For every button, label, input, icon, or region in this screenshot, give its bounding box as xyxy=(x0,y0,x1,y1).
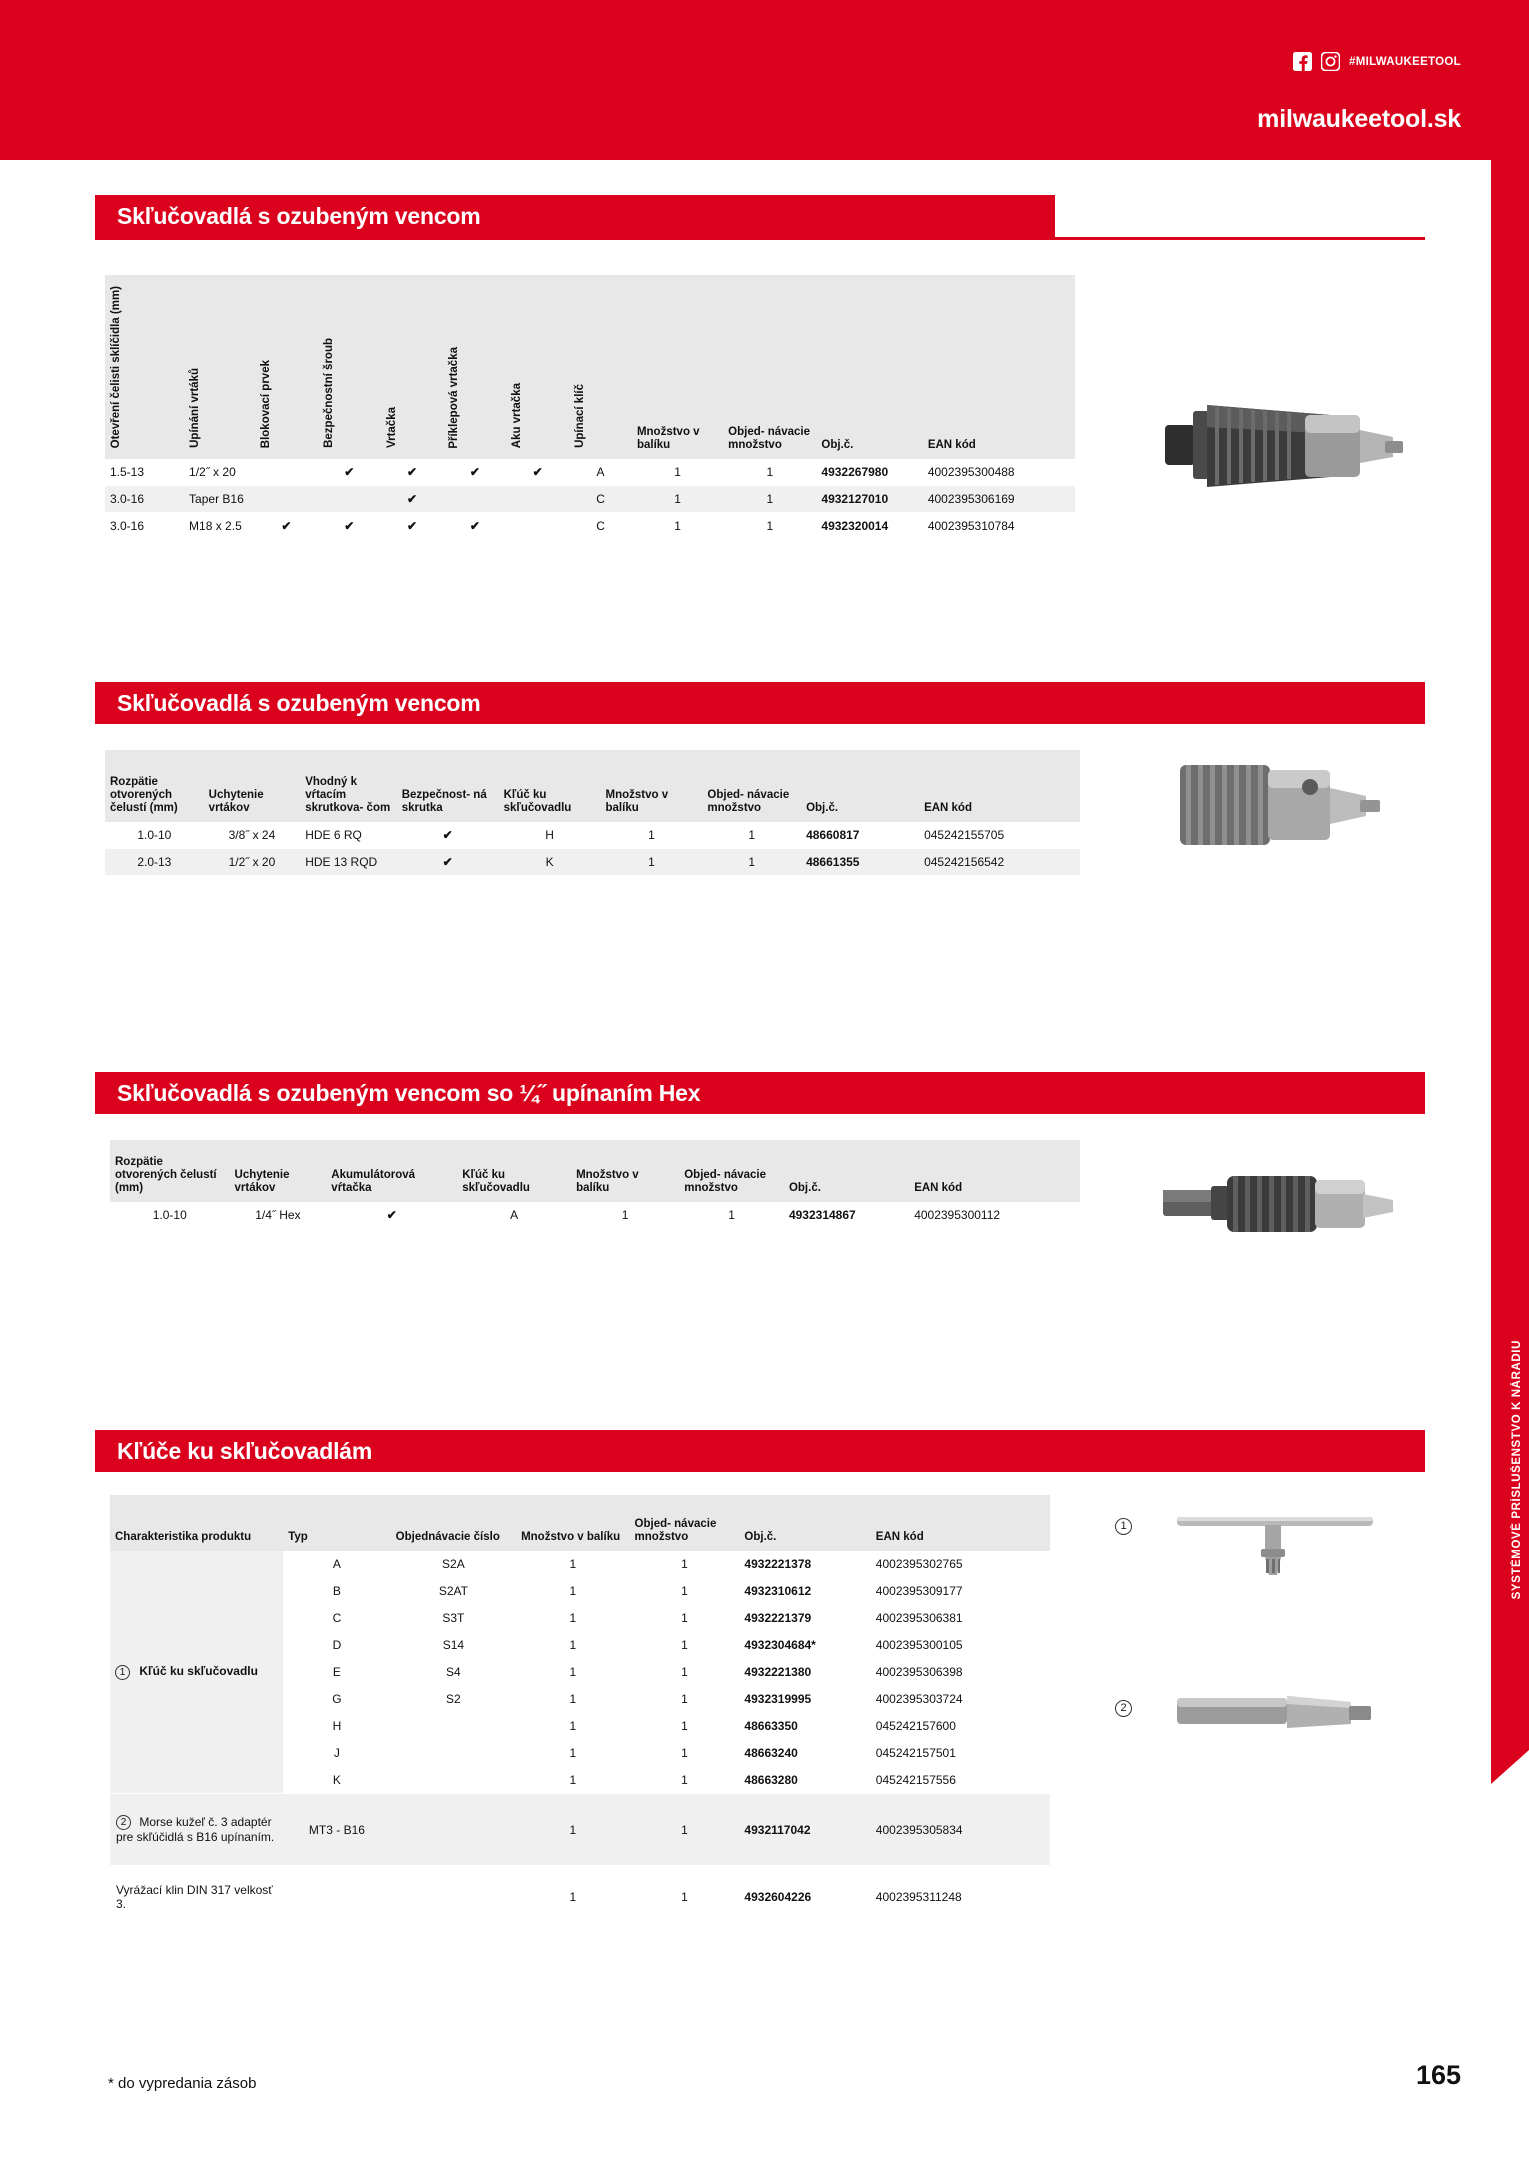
cell-qty-pack: 1 xyxy=(516,1866,629,1928)
col-order-no: Obj.č. xyxy=(788,1181,821,1194)
table-row xyxy=(110,1866,1050,1928)
cell-order-code xyxy=(391,1740,516,1767)
cell-order-qty: 1 xyxy=(630,1794,740,1866)
cell-safety-screw: ✔ xyxy=(397,849,499,876)
cell-qty-pack: 1 xyxy=(516,1794,629,1866)
table-header-row xyxy=(105,275,1075,459)
cell-order-qty: 1 xyxy=(630,1767,740,1794)
cell-ean: 045242157556 xyxy=(871,1767,1050,1794)
cell-order-no: 4932221378 xyxy=(739,1551,870,1578)
header-social-group xyxy=(1293,52,1461,71)
cell-ean: 4002395310784 xyxy=(923,513,1075,540)
section-title-2: Skľučovadlá s ozubeným vencom xyxy=(117,689,481,716)
cell-order-qty: 1 xyxy=(630,1605,740,1632)
table-row xyxy=(105,459,1075,486)
col-order-code: Objednávacie číslo xyxy=(395,1530,500,1543)
col-qty-pack: Množstvo v balíku xyxy=(605,788,669,814)
marker-1: 1 xyxy=(115,1665,130,1680)
cell-order-code: S3T xyxy=(391,1605,516,1632)
col-order-qty: Objed- návacie množstvo xyxy=(707,788,790,814)
cell-qty-pack: 1 xyxy=(516,1578,629,1605)
cell-impact-drill: ✔ xyxy=(443,513,506,540)
cell-mount: 1/2˝ x 20 xyxy=(184,459,255,486)
cell-type: D xyxy=(283,1632,390,1659)
cell-order-no: 4932604226 xyxy=(739,1866,870,1928)
cell-qty-pack: 1 xyxy=(516,1767,629,1794)
col-type: Typ xyxy=(288,1530,308,1543)
cell-qty-pack: 1 xyxy=(516,1740,629,1767)
cell-mount: Taper B16 xyxy=(184,486,255,513)
cell-order-qty: 1 xyxy=(723,486,816,513)
cell-order-qty: 1 xyxy=(630,1866,740,1928)
table-body xyxy=(105,459,1075,540)
cell-order-code: S4 xyxy=(391,1659,516,1686)
cell-order-qty: 1 xyxy=(723,513,816,540)
cell-ean: 4002395302765 xyxy=(871,1551,1050,1578)
cell-lock xyxy=(255,459,318,486)
table-header xyxy=(105,750,1080,822)
cell-order-code xyxy=(391,1767,516,1794)
col-key: Upínací klíč xyxy=(574,384,587,449)
cell-ean: 045242155705 xyxy=(919,822,1080,849)
product-image-morse-adapter xyxy=(1165,1670,1385,1760)
cell-order-no: 4932221379 xyxy=(739,1605,870,1632)
cell-ean: 4002395306381 xyxy=(871,1605,1050,1632)
cell-order-no: 4932221380 xyxy=(739,1659,870,1686)
cell-order-qty: 1 xyxy=(630,1659,740,1686)
cell-order-no: 48663350 xyxy=(739,1713,870,1740)
cell-qty-pack: 1 xyxy=(632,513,723,540)
col-opening: Otevření čelisti sklíčidla (mm) xyxy=(110,286,122,449)
cell-order-no: 4932127010 xyxy=(816,486,922,513)
col-order-no: Obj.č. xyxy=(821,439,854,452)
table-row xyxy=(105,513,1075,540)
footnote: * do vypredania zásob xyxy=(108,2075,257,2092)
hashtag-label: #MILWAUKEETOOL xyxy=(1349,55,1461,68)
product-image-keyed-chuck xyxy=(1155,375,1405,515)
cell-safety-screw: ✔ xyxy=(397,822,499,849)
cell-cordless-drill: ✔ xyxy=(506,459,569,486)
col-cordless-drill: Aku vrtačka xyxy=(511,383,524,449)
cell-key: C xyxy=(569,486,632,513)
cell-qty-pack: 1 xyxy=(516,1551,629,1578)
product-image-small-chuck xyxy=(1160,740,1400,870)
cell-qty-pack: 1 xyxy=(571,1202,679,1229)
col-key: Kľúč ku skľučovadlu xyxy=(462,1168,530,1194)
table-row xyxy=(105,486,1075,513)
cell-order-qty: 1 xyxy=(630,1551,740,1578)
col-ean: EAN kód xyxy=(875,1530,924,1543)
cell-order-qty: 1 xyxy=(723,459,816,486)
col-qty-pack: Množstvo v balíku xyxy=(576,1168,639,1194)
cell-lock xyxy=(255,486,318,513)
col-impact-drill: Příklepová vrtačka xyxy=(448,346,461,449)
cell-order-no: 4932267980 xyxy=(816,459,922,486)
cell-suitable: HDE 13 RQD xyxy=(300,849,397,876)
cell-qty-pack: 1 xyxy=(601,849,703,876)
cell-drill: ✔ xyxy=(381,459,444,486)
cell-cordless: ✔ xyxy=(326,1202,457,1229)
cell-description xyxy=(110,1794,283,1866)
cell-cordless-drill xyxy=(506,513,569,540)
table-row xyxy=(105,822,1080,849)
col-ean: EAN kód xyxy=(927,439,976,452)
cell-impact-drill xyxy=(443,486,506,513)
cell-order-code xyxy=(391,1866,516,1928)
col-order-qty: Objed- návacie množstvo xyxy=(728,426,810,452)
table-header-row xyxy=(105,750,1080,822)
cell-order-qty: 1 xyxy=(702,849,801,876)
cell-key: A xyxy=(457,1202,571,1229)
table-row xyxy=(105,849,1080,876)
col-order-qty: Objed- návacie množstvo xyxy=(684,1168,767,1194)
section-bar-4 xyxy=(95,1430,1425,1472)
table-body xyxy=(110,1551,1050,1928)
cell-opening: 1.5-13 xyxy=(105,459,184,486)
col-characteristic: Charakteristika produktu xyxy=(115,1530,252,1543)
col-safety-screw: Bezpečnostní šroub xyxy=(322,338,335,449)
cell-qty-pack: 1 xyxy=(516,1686,629,1713)
product-image-hex-chuck xyxy=(1155,1150,1405,1260)
description-text: Morse kužeľ č. 3 adaptér pre skľúčidlá s B16 upínaním. xyxy=(116,1814,275,1845)
table-body xyxy=(105,822,1080,876)
cell-impact-drill: ✔ xyxy=(443,459,506,486)
table-body xyxy=(110,1202,1080,1229)
col-range: Rozpätie otvorených čelustí (mm) xyxy=(115,1155,217,1194)
product-image-chuck-key xyxy=(1165,1495,1385,1585)
col-mount: Uchytenie vrtákov xyxy=(208,788,264,814)
cell-ean: 4002395306398 xyxy=(871,1659,1050,1686)
side-tab-notch xyxy=(1491,1750,1529,1784)
table-header-row xyxy=(110,1495,1050,1551)
cell-order-code: S2A xyxy=(391,1551,516,1578)
col-qty-pack: Množstvo v balíku xyxy=(521,1530,621,1543)
cell-key: K xyxy=(499,849,601,876)
cell-ean: 4002395300105 xyxy=(871,1632,1050,1659)
table-header xyxy=(110,1495,1050,1551)
cell-order-no: 48661355 xyxy=(801,849,919,876)
cell-type: E xyxy=(283,1659,390,1686)
cell-suitable: HDE 6 RQ xyxy=(300,822,397,849)
instagram-icon[interactable] xyxy=(1321,52,1340,71)
col-mount: Upínání vrtáků xyxy=(189,368,202,449)
website-url[interactable]: milwaukeetool.sk xyxy=(1257,105,1461,133)
side-tab-label: SYSTÉMOVÉ PRÍSLUŠENSTVO K NÁRADIU xyxy=(1511,1340,1523,1600)
cell-mount: 1/2˝ x 20 xyxy=(204,849,301,876)
cell-type: C xyxy=(283,1605,390,1632)
section-underline-1 xyxy=(95,237,1425,240)
col-suitable: Vhodný k vŕtacím skrutkova- čom xyxy=(305,775,391,814)
cell-qty-pack: 1 xyxy=(516,1659,629,1686)
cell-order-qty: 1 xyxy=(630,1578,740,1605)
group-label-text: Kľúč ku skľučovadlu xyxy=(139,1664,258,1679)
page-header xyxy=(0,0,1529,160)
cell-ean: 045242156542 xyxy=(919,849,1080,876)
table-hex-chucks xyxy=(110,1140,1080,1229)
cell-type: H xyxy=(283,1713,390,1740)
cell-opening: 3.0-16 xyxy=(105,486,184,513)
col-mount: Uchytenie vrtákov xyxy=(234,1168,290,1194)
page-number: 165 xyxy=(1415,2060,1461,2090)
cell-order-qty: 1 xyxy=(630,1632,740,1659)
cell-order-qty: 1 xyxy=(679,1202,784,1229)
table-chuck-keys xyxy=(110,1495,1050,1928)
cell-order-no: 4932304684* xyxy=(739,1632,870,1659)
cell-order-no: 48663240 xyxy=(739,1740,870,1767)
cell-qty-pack: 1 xyxy=(632,459,723,486)
cell-order-no: 4932319995 xyxy=(739,1686,870,1713)
table-header xyxy=(105,275,1075,459)
cell-ean: 4002395305834 xyxy=(871,1794,1050,1866)
cell-range: 1.0-10 xyxy=(110,1202,230,1229)
table-toothed-chucks-2 xyxy=(105,750,1080,876)
col-order-no: Obj.č. xyxy=(744,1530,777,1543)
cell-ean: 4002395300488 xyxy=(923,459,1075,486)
cell-order-qty: 1 xyxy=(630,1686,740,1713)
cell-opening: 3.0-16 xyxy=(105,513,184,540)
cell-type: G xyxy=(283,1686,390,1713)
cell-qty-pack: 1 xyxy=(516,1713,629,1740)
cell-order-no: 48663280 xyxy=(739,1767,870,1794)
cell-key: C xyxy=(569,513,632,540)
table-header xyxy=(110,1140,1080,1202)
cell-order-qty: 1 xyxy=(702,822,801,849)
col-safety-screw: Bezpečnost- ná skrutka xyxy=(401,788,487,814)
cell-type: K xyxy=(283,1767,390,1794)
cell-qty-pack: 1 xyxy=(516,1632,629,1659)
col-ean: EAN kód xyxy=(914,1181,963,1194)
cell-key: A xyxy=(569,459,632,486)
cell-lock: ✔ xyxy=(255,513,318,540)
cell-drill: ✔ xyxy=(381,486,444,513)
section-title-3: Skľučovadlá s ozubeným vencom so ¼˝ upínaním Hex xyxy=(117,1079,701,1106)
cell-type: A xyxy=(283,1551,390,1578)
col-cordless: Akumulátorová vŕtačka xyxy=(331,1168,416,1194)
cell-ean: 045242157501 xyxy=(871,1740,1050,1767)
cell-safety-screw: ✔ xyxy=(318,459,381,486)
marker-2: 2 xyxy=(116,1815,131,1830)
facebook-icon[interactable] xyxy=(1293,52,1312,71)
group-label-cell xyxy=(110,1551,283,1794)
cell-order-code: S14 xyxy=(391,1632,516,1659)
cell-type: MT3 - B16 xyxy=(283,1794,390,1866)
section-title-4: Kľúče ku skľučovadlám xyxy=(117,1437,373,1464)
cell-description: Vyrážací klin DIN 317 velkosť 3. xyxy=(110,1866,283,1928)
col-key: Kľúč ku skľučovadlu xyxy=(503,788,572,814)
cell-order-qty: 1 xyxy=(630,1713,740,1740)
cell-ean: 4002395311248 xyxy=(871,1866,1050,1928)
cell-mount: 1/4˝ Hex xyxy=(230,1202,327,1229)
cell-order-no: 4932310612 xyxy=(739,1578,870,1605)
cell-range: 1.0-10 xyxy=(105,822,204,849)
cell-ean: 4002395309177 xyxy=(871,1578,1050,1605)
table-row xyxy=(110,1794,1050,1866)
cell-safety-screw: ✔ xyxy=(318,513,381,540)
cell-ean: 4002395300112 xyxy=(909,1202,1080,1229)
cell-qty-pack: 1 xyxy=(632,486,723,513)
col-order-no: Obj.č. xyxy=(806,801,839,814)
cell-mount: M18 x 2.5 xyxy=(184,513,255,540)
section-bar-1 xyxy=(95,195,1055,237)
col-lock: Blokovací prvek xyxy=(259,360,272,449)
col-drill: Vrtačka xyxy=(385,407,398,449)
cell-qty-pack: 1 xyxy=(601,822,703,849)
cell-type: J xyxy=(283,1740,390,1767)
table-row xyxy=(110,1202,1080,1229)
cell-mount: 3/8˝ x 24 xyxy=(204,822,301,849)
cell-type: B xyxy=(283,1578,390,1605)
section-bar-2 xyxy=(95,682,1425,724)
col-order-qty: Objed- návacie množstvo xyxy=(634,1517,717,1543)
cell-safety-screw xyxy=(318,486,381,513)
cell-order-code xyxy=(391,1713,516,1740)
cell-order-no: 4932117042 xyxy=(739,1794,870,1866)
cell-drill: ✔ xyxy=(381,513,444,540)
cell-ean: 045242157600 xyxy=(871,1713,1050,1740)
cell-order-qty: 1 xyxy=(630,1740,740,1767)
cell-ean: 4002395306169 xyxy=(923,486,1075,513)
cell-type xyxy=(283,1866,390,1928)
cell-range: 2.0-13 xyxy=(105,849,204,876)
col-ean: EAN kód xyxy=(924,801,972,814)
cell-key: H xyxy=(499,822,601,849)
cell-qty-pack: 1 xyxy=(516,1605,629,1632)
col-qty-pack: Množstvo v balíku xyxy=(636,426,700,452)
cell-order-code xyxy=(391,1794,516,1866)
section-title-1: Skľučovadlá s ozubeným vencom xyxy=(117,202,481,229)
cell-order-code: S2 xyxy=(391,1686,516,1713)
cell-order-code: S2AT xyxy=(391,1578,516,1605)
cell-order-no: 48660817 xyxy=(801,822,919,849)
cell-ean: 4002395303724 xyxy=(871,1686,1050,1713)
col-range: Rozpätie otvorených čelustí (mm) xyxy=(110,775,178,814)
image-marker-2: 2 xyxy=(1115,1700,1132,1717)
cell-order-no: 4932320014 xyxy=(816,513,922,540)
section-bar-3 xyxy=(95,1072,1425,1114)
cell-order-no: 4932314867 xyxy=(784,1202,909,1229)
table-row xyxy=(110,1551,1050,1578)
cell-cordless-drill xyxy=(506,486,569,513)
image-marker-1: 1 xyxy=(1115,1518,1132,1535)
table-toothed-chucks-1 xyxy=(105,275,1075,540)
side-tab xyxy=(1491,160,1529,1750)
table-header-row xyxy=(110,1140,1080,1202)
